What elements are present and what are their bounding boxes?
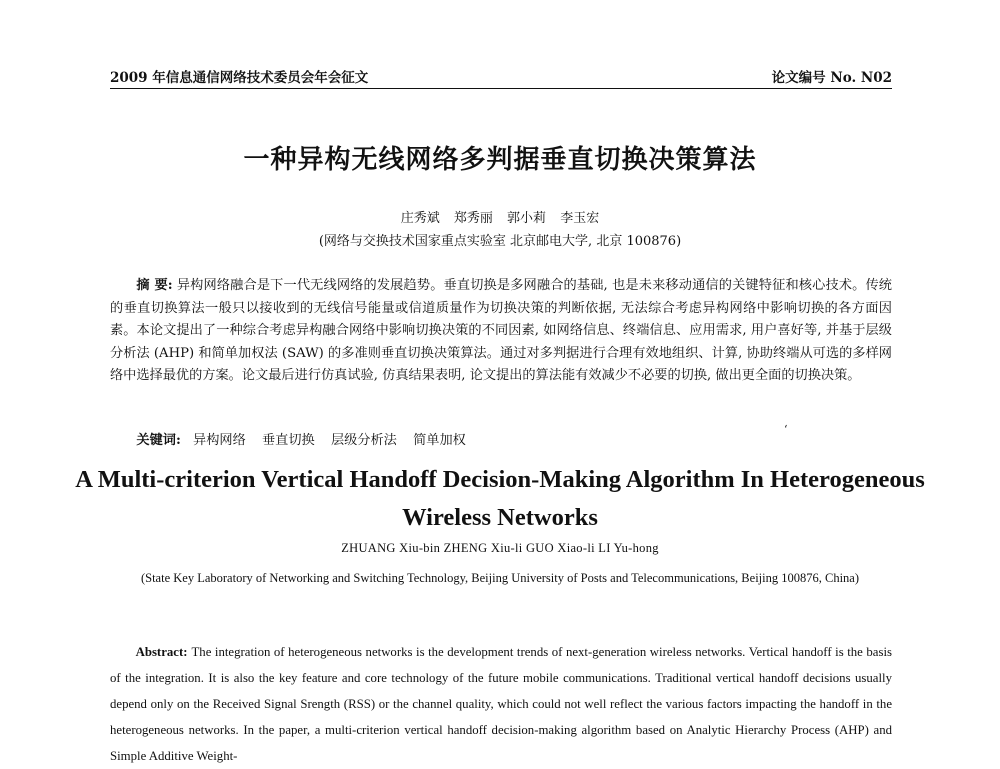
keyword-item: 垂直切换 [261, 433, 315, 448]
header-conference: 2009 年信息通信网络技术委员会年会征文 [110, 70, 369, 86]
running-header [110, 62, 892, 89]
keywords-label: 关键词: [136, 433, 181, 448]
authors-chinese: 庄秀斌 郑秀丽 郭小莉 李玉宏 [400, 211, 600, 226]
abstract-english-label: Abstract: [135, 645, 188, 659]
title-english: A Multi-criterion Vertical Handoff Decision-Making Algorithm In Heterogeneous Wireless Networks [75, 466, 925, 531]
abstract-english [110, 639, 892, 769]
stray-mark: ‘ [784, 423, 788, 436]
abstract-chinese [110, 275, 892, 388]
affiliation-chinese: (网络与交换技术国家重点实验室 北京邮电大学, 北京 100876) [318, 234, 682, 249]
keyword-item: 简单加权 [413, 433, 466, 448]
affiliation-english: (State Key Laboratory of Networking and Switching Technology, Beijing University of Posts and Telecommunications, Beijing 100876, China) [140, 571, 860, 585]
authors-english: ZHUANG Xiu-bin ZHENG Xiu-li GUO Xiao-li LI Yu-hong [341, 541, 659, 555]
header-paper-number: 论文编号 No. N02 [771, 70, 892, 86]
keywords-chinese [110, 429, 892, 448]
keyword-item: 层级分析法 [330, 433, 397, 448]
title-chinese: 一种异构无线网络多判据垂直切换决策算法 [243, 145, 757, 175]
abstract-chinese-label: 摘 要: [136, 278, 173, 293]
abstract-english-text: The integration of heterogeneous networks is the development trends of next-generation wireless networks. Vertical handoff is the basis of the integration. It is also the key feature and core technology of the future mobile communications. Traditional vertical handoff decisions usually depend only on the Received Signal Srength (RSS) or the channel quality, which could not well reflect the various factors impacting the handoff in the heterogeneous networks. In the paper, a multi-criterion vertical handoff decision-making algorithm based on Analytic Hierarchy Process (AHP) and Simple Additive Weight- [110, 645, 892, 763]
keyword-item: 异构网络 [193, 433, 246, 448]
abstract-chinese-text: 异构网络融合是下一代无线网络的发展趋势。垂直切换是多网融合的基础, 也是未来移动通信的关键特征和核心技术。传统的垂直切换算法一般只以接收到的无线信号能量或信道质量作为切换决策的判断依据, 无法综合考虑异构网络中影响切换的各方面因素。本论文提出了一种综合考虑异构融合网络中影响切换决策的不同因素, 如网络信息、终端信息、应用需求, 用户喜好等, 并基于层级分析法 (AHP) 和简单加权法 (SAW) 的多准则垂直切换决策算法。通过对多判据进行合理有效地组织、计算, 协助终端从可选的多样网络中选择最优的方案。论文最后进行仿真试验, 仿真结果表明, 论文提出的算法能有效减少不必要的切换, 做出更全面的切换决策。 [110, 278, 892, 383]
